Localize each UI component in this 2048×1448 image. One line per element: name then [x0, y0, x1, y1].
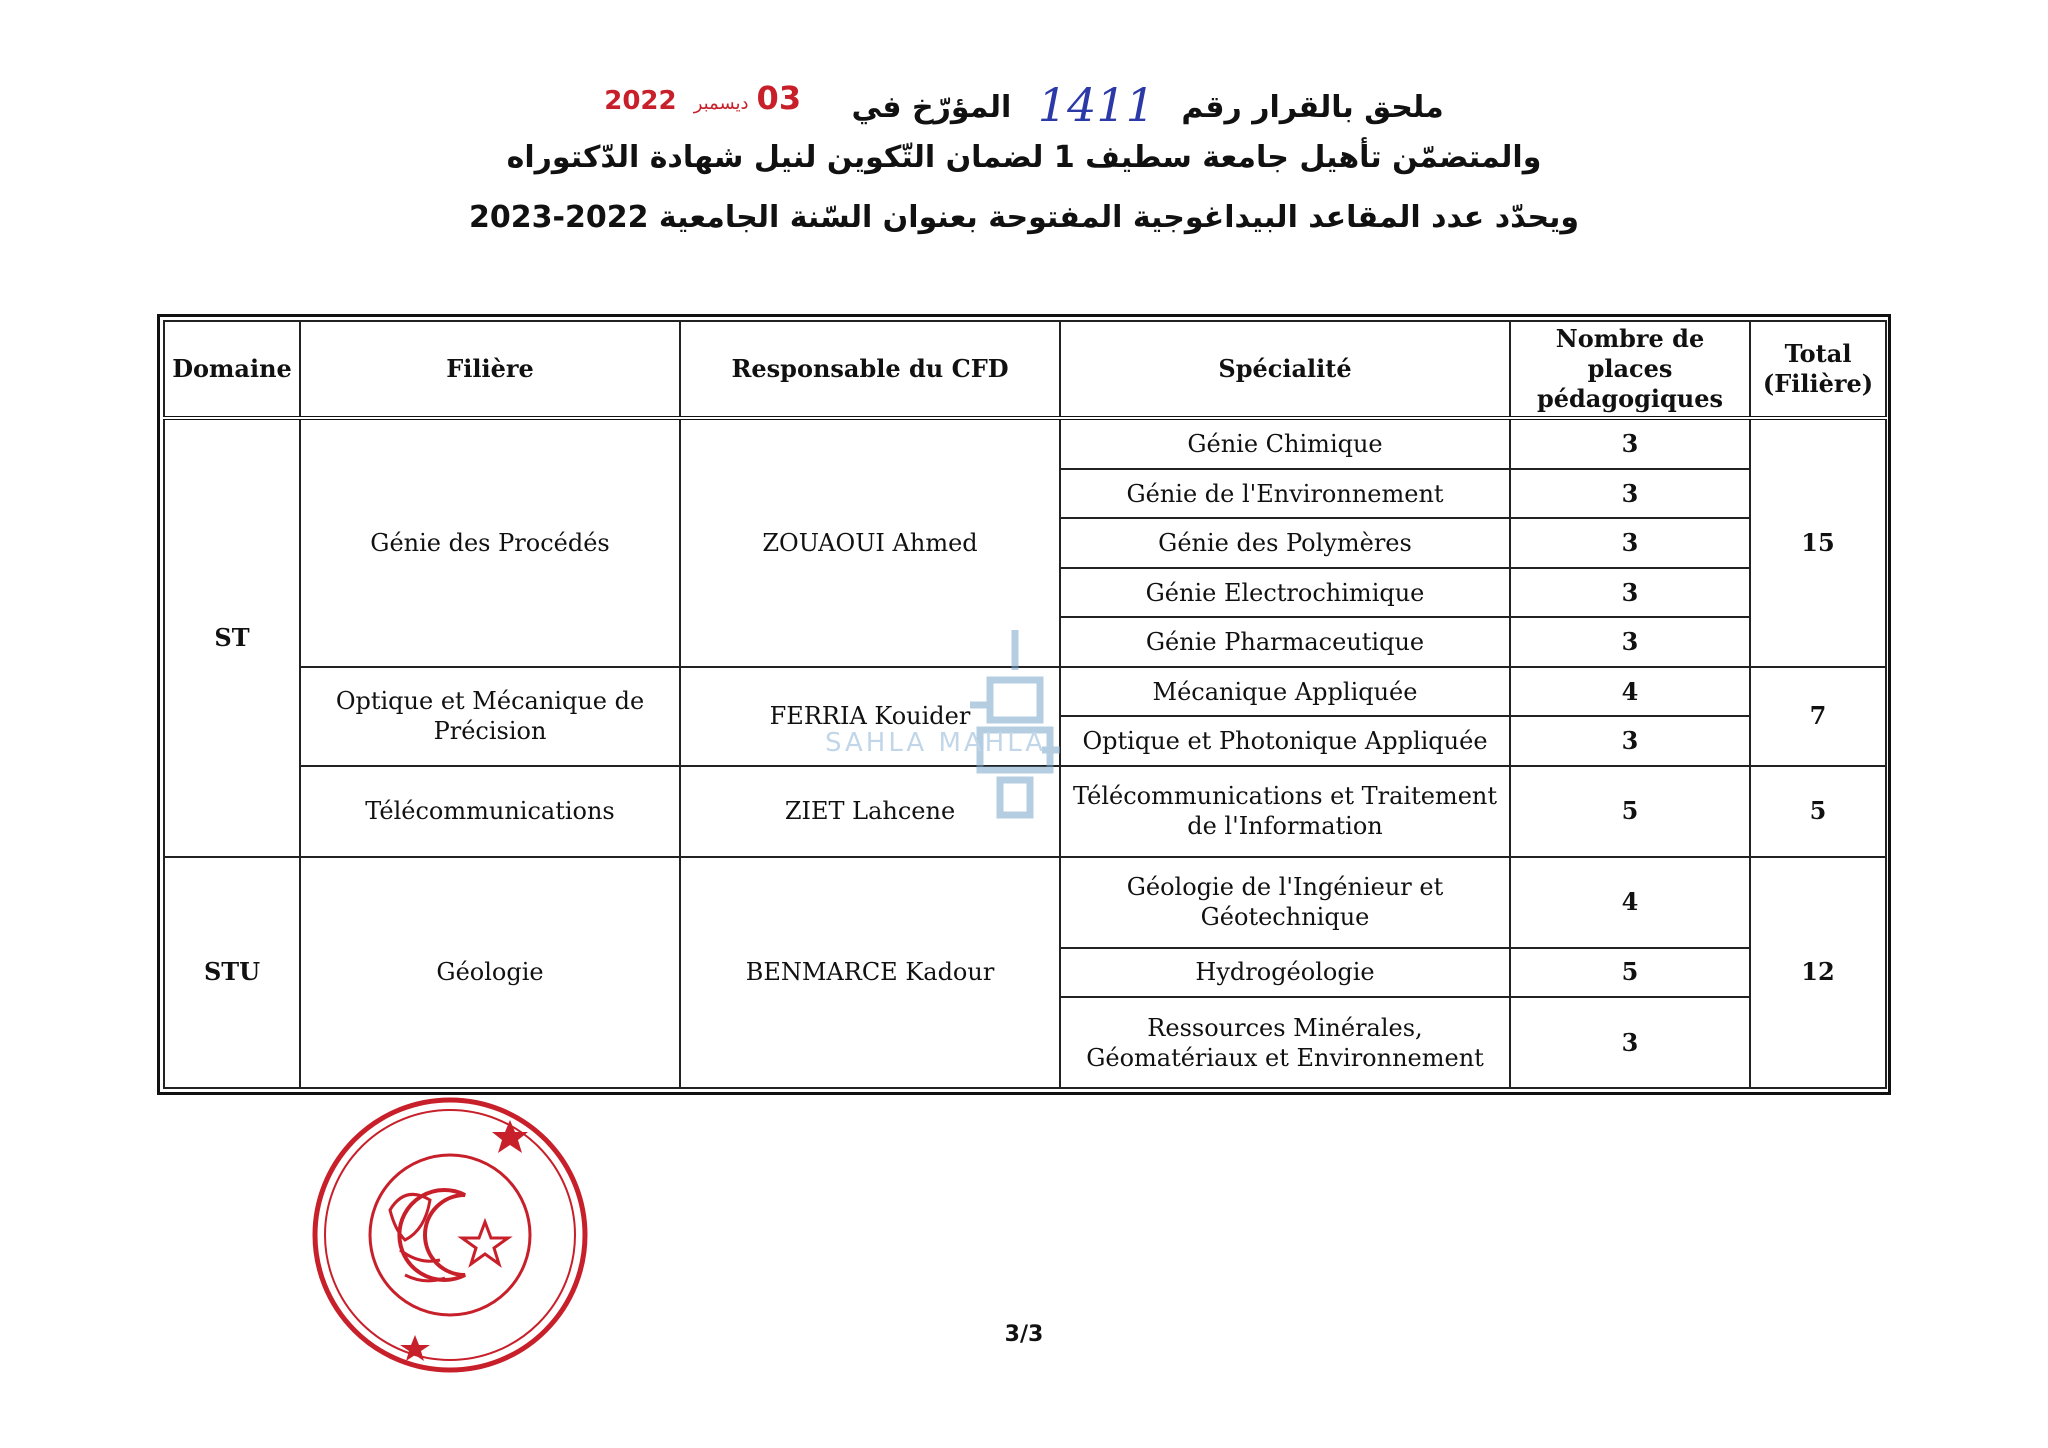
specialite-cell: Ressources Minérales, Géomatériaux et Environnement: [1060, 997, 1510, 1088]
responsable-cell: BENMARCE Kadour: [680, 857, 1060, 1088]
header-date-label: المؤرّخ في: [851, 90, 1012, 125]
places-cell: 4: [1510, 857, 1750, 948]
filiere-cell: Télécommunications: [300, 766, 680, 857]
header-total-filiere: Total (Filière): [1750, 321, 1886, 418]
header-line-1: [0, 78, 2048, 132]
total-cell: 5: [1750, 766, 1886, 857]
header-line-3: ويحدّد عدد المقاعد البيداغوجية المفتوحة بعنوان السّنة الجامعية 2022-2023: [469, 200, 1579, 235]
table-row: [164, 766, 1886, 857]
specialite-cell: Génie des Polymères: [1060, 518, 1510, 568]
places-cell: 5: [1510, 948, 1750, 998]
specialite-cell: Optique et Photonique Appliquée: [1060, 716, 1510, 766]
date-month: ديسمبر: [693, 93, 749, 114]
specialite-cell: Génie Pharmaceutique: [1060, 617, 1510, 667]
specialite-cell: Génie Chimique: [1060, 418, 1510, 469]
places-cell: 3: [1510, 418, 1750, 469]
places-cell: 3: [1510, 518, 1750, 568]
places-cell: 3: [1510, 716, 1750, 766]
filiere-cell: Géologie: [300, 857, 680, 1088]
filiere-cell: Génie des Procédés: [300, 418, 680, 667]
places-table-frame: [157, 314, 1891, 1095]
total-cell: 7: [1750, 667, 1886, 766]
responsable-cell: FERRIA Kouider: [680, 667, 1060, 766]
header-domaine: Domaine: [164, 321, 300, 418]
places-cell: 3: [1510, 568, 1750, 618]
domain-cell: ST: [164, 418, 300, 857]
table-row: [164, 667, 1886, 717]
specialite-cell: Génie Electrochimique: [1060, 568, 1510, 618]
handwritten-date: [604, 79, 802, 117]
date-year: 2022: [604, 86, 677, 116]
header-filiere: Filière: [300, 321, 680, 418]
responsable-cell: ZOUAOUI Ahmed: [680, 418, 1060, 667]
header-nombre-places: Nombre de places pédagogiques: [1510, 321, 1750, 418]
responsable-cell: ZIET Lahcene: [680, 766, 1060, 857]
specialite-cell: Mécanique Appliquée: [1060, 667, 1510, 717]
filiere-cell: Optique et Mécanique de Précision: [300, 667, 680, 766]
specialite-cell: Télécommunications et Traitement de l'Information: [1060, 766, 1510, 857]
places-cell: 4: [1510, 667, 1750, 717]
table-row: [164, 857, 1886, 948]
specialite-cell: Géologie de l'Ingénieur et Géotechnique: [1060, 857, 1510, 948]
total-cell: 12: [1750, 857, 1886, 1088]
watermark-brand: SAHLA MAHLA: [825, 728, 1047, 758]
places-cell: 3: [1510, 617, 1750, 667]
header-line-2: والمتضمّن تأهيل جامعة سطيف 1 لضمان التّكوين لنيل شهادة الدّكتوراه: [506, 140, 1542, 175]
specialite-cell: Génie de l'Environnement: [1060, 469, 1510, 519]
places-cell: 3: [1510, 997, 1750, 1088]
header-specialite: Spécialité: [1060, 321, 1510, 418]
table-header-row: [164, 321, 1886, 418]
table-row: [164, 418, 1886, 469]
specialite-cell: Hydrogéologie: [1060, 948, 1510, 998]
places-table: [163, 320, 1887, 1089]
decision-number: 1411: [1037, 78, 1155, 132]
total-cell: 15: [1750, 418, 1886, 667]
domain-cell: STU: [164, 857, 300, 1088]
places-cell: 5: [1510, 766, 1750, 857]
date-day: 03: [756, 79, 802, 117]
header-prefix: ملحق بالقرار رقم: [1181, 90, 1444, 125]
header-responsable: Responsable du CFD: [680, 321, 1060, 418]
places-cell: 3: [1510, 469, 1750, 519]
page-number: 3/3: [1004, 1322, 1044, 1347]
